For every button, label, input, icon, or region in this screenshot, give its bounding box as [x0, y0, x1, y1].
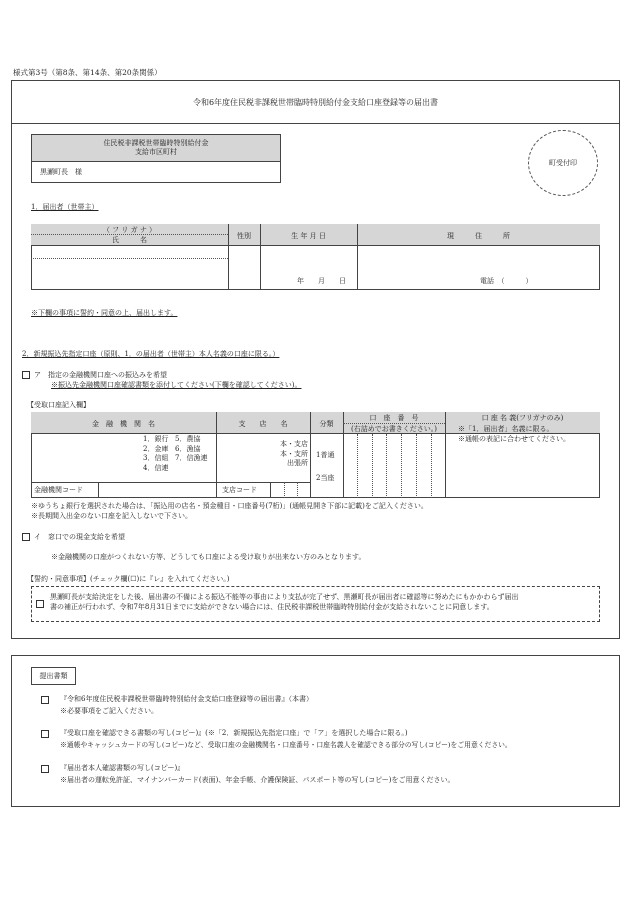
branch-code-label: 支店コード — [222, 486, 257, 494]
document-3-note: ※届出者の運転免許証、マイナンバーカード(表面)、年金手帳、介護保険証、パスポート等の写し(コピー)をご用意ください。 — [60, 776, 455, 784]
addressee-name: 黒瀬町長 様 — [40, 168, 82, 176]
document-2-checkbox[interactable] — [41, 730, 49, 738]
address-label: 現 住 所 — [447, 232, 510, 240]
yucho-note: ※ゆうちょ銀行を選択された場合は、「振込用の店名・預金種目・口座番号(7桁)」(通帳見開き下部に記載)をご記入ください。 — [31, 502, 428, 510]
option-a-note: ※振込先金融機関口座確認書類を添付してください(下欄を確認してください)。 — [51, 381, 302, 389]
pledge-checkbox[interactable] — [36, 600, 44, 608]
branch-name-input[interactable] — [217, 435, 271, 481]
receipt-header: 【受取口座記入欄】 — [27, 401, 90, 409]
document-2-title: 『受取口座を確認できる書類の写し(コピー)』(※「2．新規振込先指定口座」で「ア」を選択した場合に限る。) — [60, 729, 408, 737]
pledge-header: 【誓約・同意事項】(チェック欄(☐)に『レ』を入れてください。) — [27, 575, 230, 583]
document-1-note: ※必要事項をご記入ください。 — [60, 707, 158, 715]
option-a-label: ア 指定の金融機関口座への振込みを希望 — [34, 371, 167, 379]
furigana-label: （ フ リ ガ ナ ） — [102, 226, 157, 234]
reception-stamp-label: 町受付印 — [549, 159, 577, 167]
bank-code-label: 金融機関コード — [34, 486, 83, 494]
gender-label: 性別 — [237, 232, 251, 240]
pledge-notice: ※下欄の事項に誓約・同意の上、届出します。 — [31, 309, 178, 317]
branch-type-1: 本・支店 — [280, 440, 308, 448]
furigana-input[interactable] — [32, 247, 227, 257]
bank-type-2: 2．金庫 — [143, 444, 169, 453]
bank-type-5: 5．農協 — [175, 435, 201, 443]
option-a-checkbox[interactable] — [22, 371, 30, 379]
pledge-line-1: 黒瀬町長が支給決定をした後、届出書の不備による振込不能等の事由により支払が完了せず、黒瀬町長が届出者に確認等に努めたにもかかわらず届出 — [50, 593, 519, 601]
bank-type-7: 7．信漁連 — [175, 454, 208, 462]
option-i-label: イ 窓口での現金支給を希望 — [34, 533, 125, 541]
addressee-header-line2: 支給市区町村 — [135, 148, 177, 156]
branch-type-3: 出張所 — [287, 459, 308, 467]
account-type-toza[interactable]: 2当座 — [316, 474, 335, 482]
bank-type-3: 3．信組 — [143, 454, 169, 462]
form-title: 令和6年度住民税非課税世帯臨時特別給付金支給口座登録等の届出書 — [192, 98, 439, 107]
account-number-subheader: (右詰めでお書きください。) — [351, 425, 437, 433]
account-number-input[interactable] — [344, 435, 444, 497]
section1-title: 1．届出者（世帯主） — [31, 203, 99, 211]
document-1-checkbox[interactable] — [41, 696, 49, 704]
branch-name-header: 支 店 名 — [238, 420, 288, 428]
account-holder-input[interactable] — [446, 446, 599, 497]
bank-type-4: 4．信連 — [143, 463, 169, 472]
holder-note-1: ※「1．届出者」名義に限る。 — [458, 425, 554, 433]
option-i-checkbox[interactable] — [22, 533, 30, 541]
bank-type-1: 1．銀行 — [143, 435, 169, 443]
bank-type-6: 6．漁協 — [175, 444, 201, 453]
branch-code-input[interactable] — [271, 483, 309, 497]
document-2-note: ※通帳やキャッシュカードの写し(コピー)など、受取口座の金融機関名・口座番号・口座名義人を確認できる部分の写し(コピー)をご用意ください。 — [60, 741, 512, 749]
option-a — [22, 371, 167, 380]
bank-name-header: 金 融 機 関 名 — [92, 420, 155, 428]
name-input[interactable] — [32, 259, 227, 289]
form-number: 様式第3号（第8条、第14条、第20条関係） — [13, 68, 162, 77]
birthdate-input[interactable]: 年 月 日 — [297, 277, 346, 285]
longterm-note: ※長期間入出金のない口座を記入しないで下さい。 — [31, 512, 192, 520]
phone-input[interactable]: 電話 （ ） — [480, 277, 533, 285]
option-i — [22, 533, 125, 542]
account-number-header: 口 座 番 号 — [369, 414, 419, 422]
gender-input[interactable] — [229, 247, 259, 289]
option-i-note: ※金融機関の口座がつくれない方等、どうしても口座による受け取りが出来ない方のみとなります。 — [51, 553, 366, 561]
account-holder-header: 口 座 名 義(フリガナのみ) — [481, 414, 564, 422]
pledge-line-2: 書の補正が行われず、令和7年8月31日までに支給ができない場合には、住民税非課税世帯臨時特別給付金が支給されないことに同意します。 — [50, 603, 494, 611]
holder-note-2: ※通帳の表記に合わせてください。 — [458, 435, 570, 443]
account-type-futsu[interactable]: 1普通 — [316, 451, 335, 459]
bank-code-input[interactable] — [99, 483, 215, 497]
account-type-header: 分類 — [319, 420, 334, 428]
branch-type-2: 本・支所 — [280, 449, 308, 458]
name-label: 氏 名 — [112, 236, 147, 244]
document-1-title: 『令和6年度住民税非課税世帯臨時特別給付金支給口座登録等の届出書』（本書） — [60, 695, 313, 703]
document-3-checkbox[interactable] — [41, 765, 49, 773]
addressee-header-line1: 住民税非課税世帯臨時特別給付金 — [103, 139, 209, 147]
bank-name-input[interactable] — [32, 435, 142, 481]
birthdate-label: 生 年 月 日 — [291, 232, 326, 240]
address-input[interactable] — [358, 247, 599, 275]
document-3-title: 『届出者本人確認書類の写し(コピー)』 — [60, 764, 185, 772]
documents-header: 提出書類 — [39, 672, 68, 680]
section2-title: 2．新規振込先指定口座（原則、1．の届出者（世帯主）本人名義の口座に限る。） — [22, 350, 280, 358]
